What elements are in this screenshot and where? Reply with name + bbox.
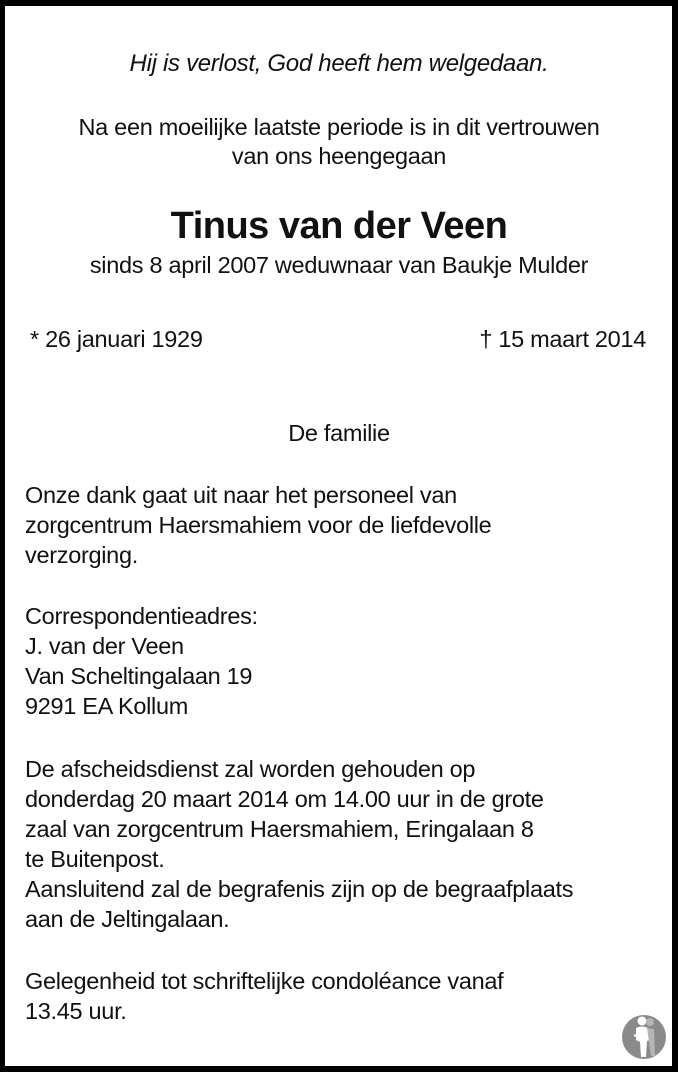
motto: Hij is verlost, God heeft hem welgedaan. xyxy=(129,50,549,77)
embracing-figures-icon xyxy=(620,1012,668,1060)
thanks-line: verzorging. xyxy=(25,542,138,568)
service-line: donderdag 20 maart 2014 om 14.00 uur in de grote xyxy=(25,786,544,812)
correspondence-city: 9291 EA Kollum xyxy=(25,693,189,719)
correspondence-name: J. van der Veen xyxy=(25,633,184,659)
service-line: te Buitenpost. xyxy=(25,846,165,872)
thanks-line: Onze dank gaat uit naar het personeel van xyxy=(25,482,457,508)
signed-by: De familie xyxy=(288,420,390,446)
death-date: † 15 maart 2014 xyxy=(479,326,646,352)
correspondence-street: Van Scheltingalaan 19 xyxy=(25,663,253,689)
service-line: aan de Jeltingalaan. xyxy=(25,906,230,932)
widower-line: sinds 8 april 2007 weduwnaar van Baukje Mulder xyxy=(89,252,589,278)
birth-date: * 26 januari 1929 xyxy=(30,326,203,352)
deceased-name: Tinus van der Veen xyxy=(170,205,508,247)
condolence-line: 13.45 uur. xyxy=(25,998,127,1024)
service-line: De afscheidsdienst zal worden gehouden op xyxy=(25,756,476,782)
condolence-line: Gelegenheid tot schriftelijke condoléance vanaf xyxy=(25,968,504,994)
intro-line: van ons heengegaan xyxy=(231,143,447,169)
service-line: zaal van zorgcentrum Haersmahiem, Eringalaan 8 xyxy=(25,816,534,842)
thanks-line: zorgcentrum Haersmahiem voor de liefdevolle xyxy=(25,512,492,538)
correspondence-label: Correspondentieadres: xyxy=(25,603,258,629)
intro-line: Na een moeilijke laatste periode is in dit vertrouwen xyxy=(78,114,600,140)
service-line: Aansluitend zal de begrafenis zijn op de begraafplaats xyxy=(25,876,574,902)
